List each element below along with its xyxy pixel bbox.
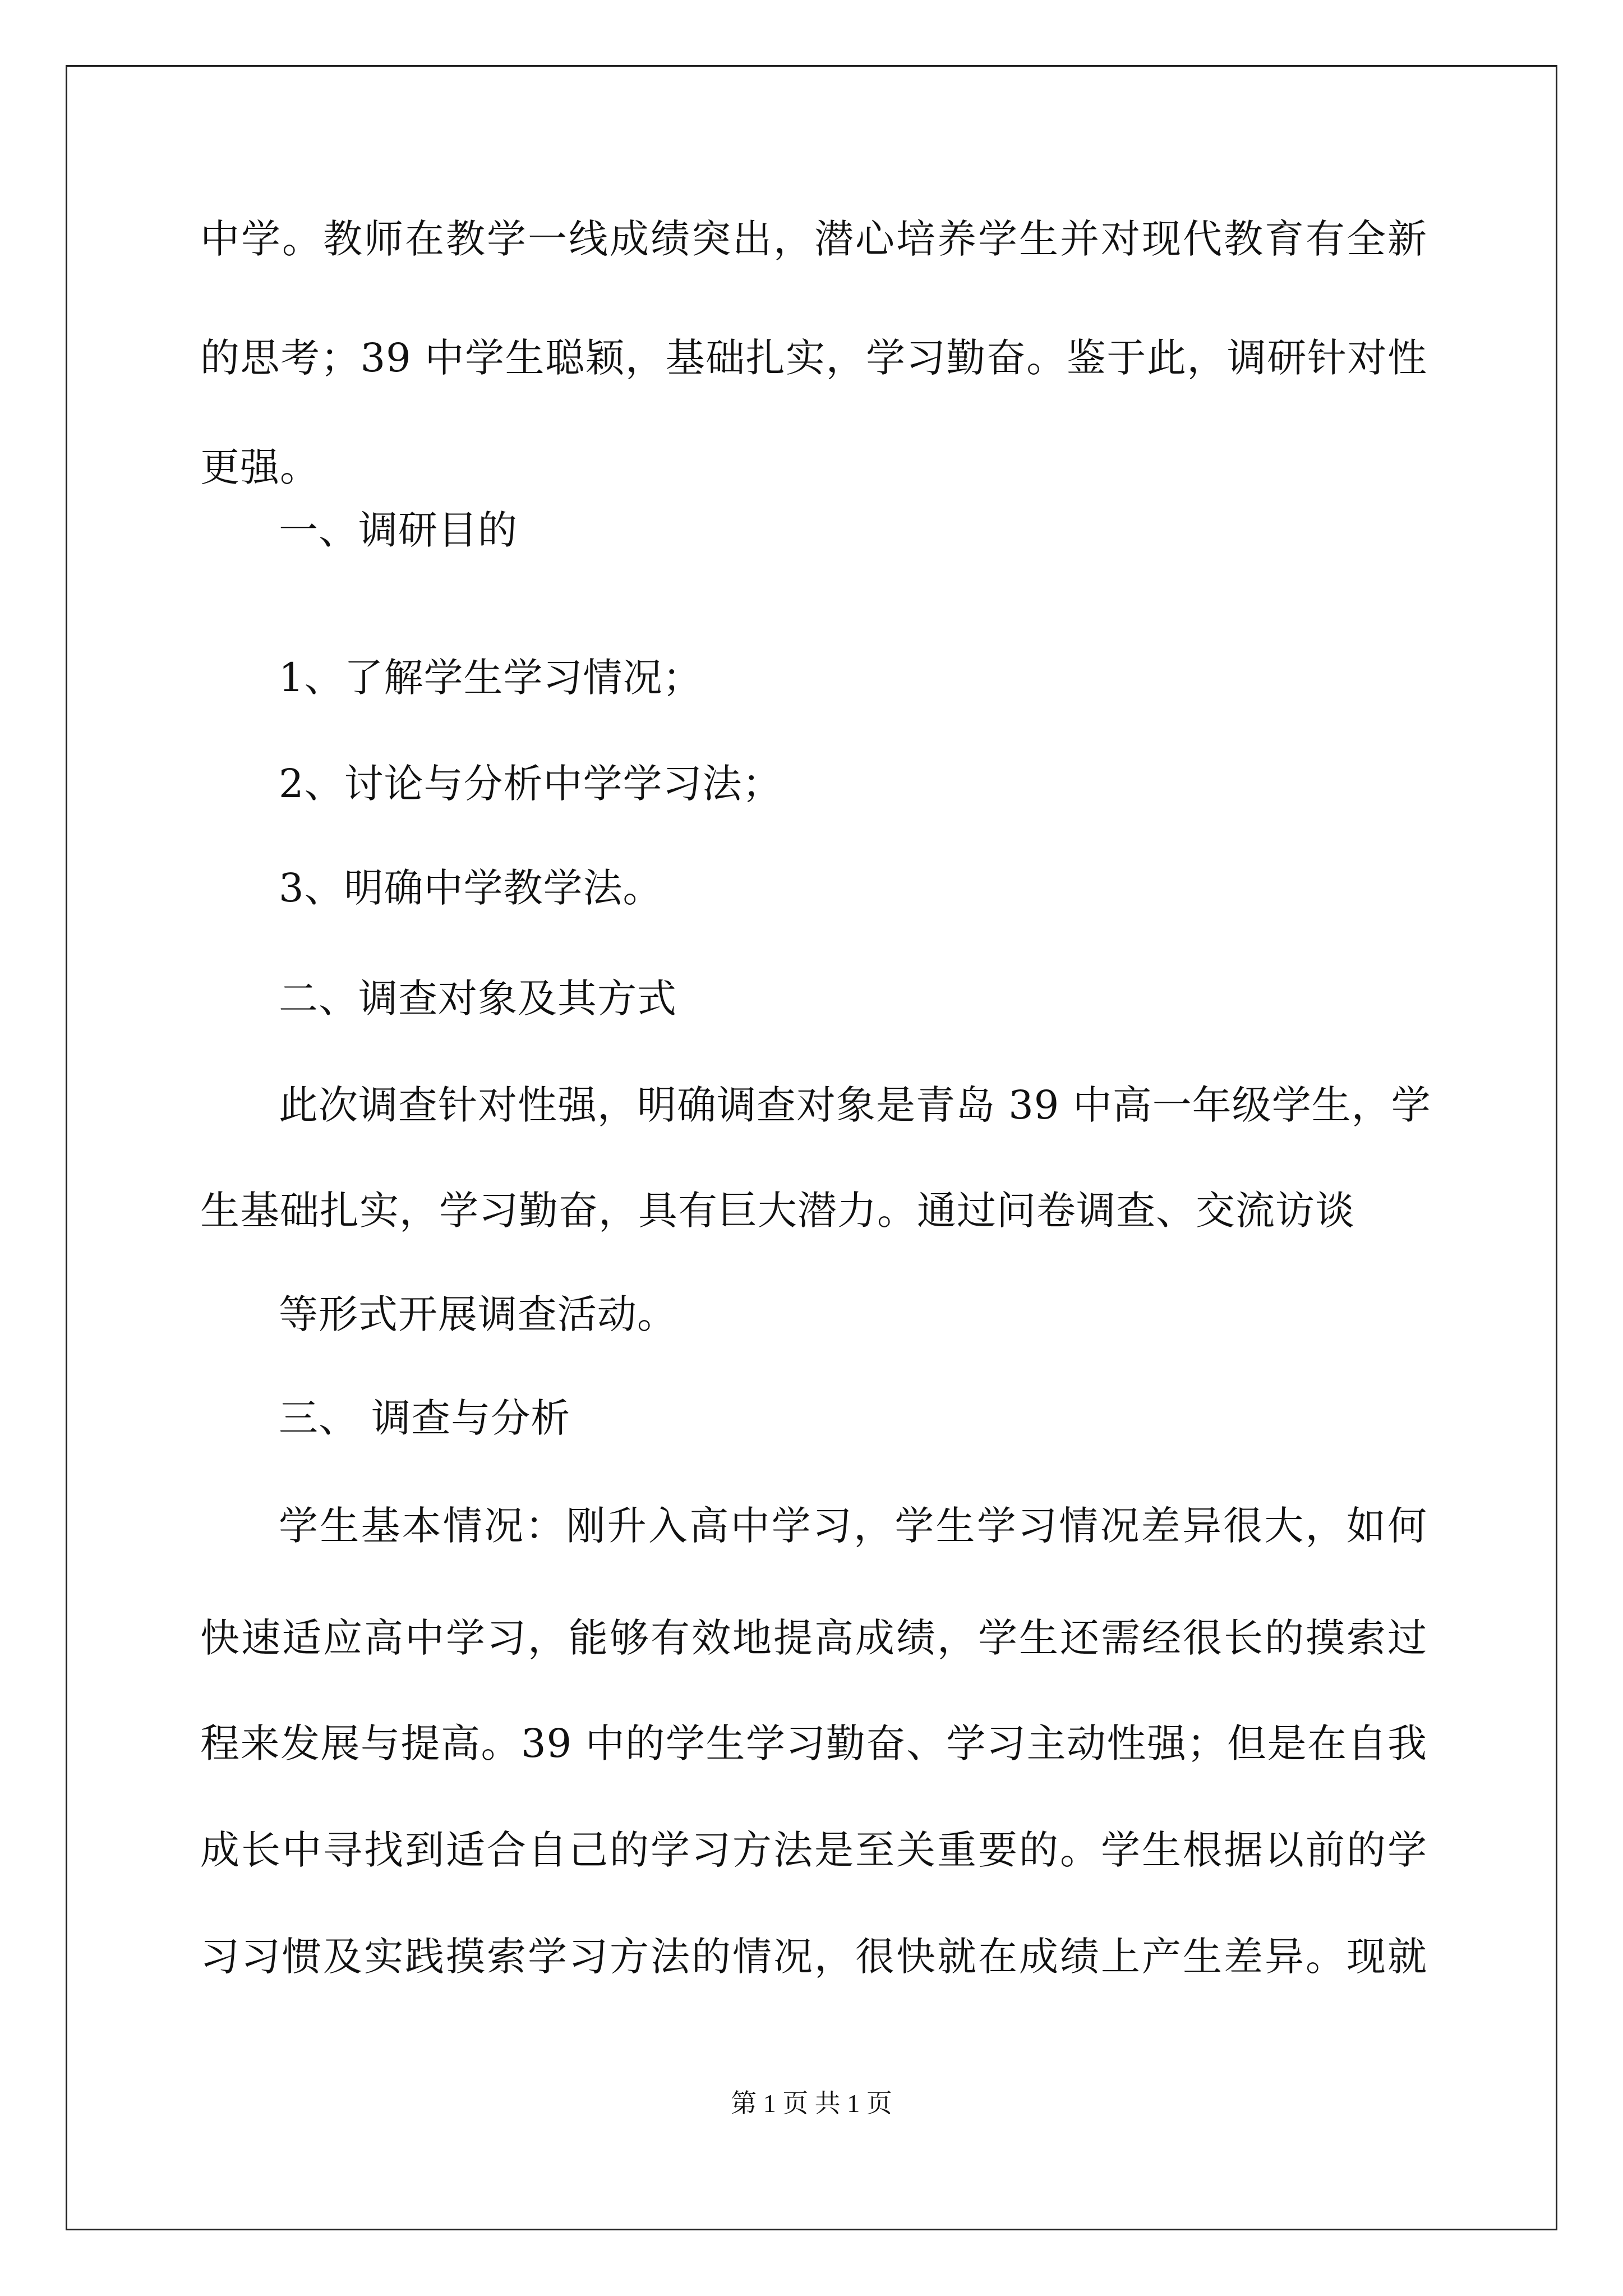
paragraph-line: 生基础扎实，学习勤奋，具有巨大潜力。通过问卷调查、交流访谈 bbox=[200, 1188, 1355, 1234]
list-item: 3、明确中学教学法。 bbox=[279, 865, 663, 911]
paragraph-line: 更强。 bbox=[200, 444, 320, 490]
list-item: 2、讨论与分析中学学习法； bbox=[279, 761, 782, 807]
paragraph-line: 成长中寻找到适合自己的学习方法是至关重要的。学生根据以前的学 bbox=[200, 1827, 1427, 1873]
paragraph-line: 中学。教师在教学一线成绩突出，潜心培养学生并对现代教育有全新 bbox=[200, 216, 1427, 262]
paragraph-line: 习习惯及实践摸索学习方法的情况，很快就在成绩上产生差异。现就 bbox=[200, 1934, 1427, 1980]
section-heading: 一、调研目的 bbox=[279, 507, 518, 553]
section-heading: 三、 调查与分析 bbox=[279, 1395, 571, 1441]
page-footer: 第 1 页 共 1 页 bbox=[731, 2089, 892, 2118]
list-item: 1、了解学生学习情况； bbox=[279, 655, 703, 701]
paragraph-line: 等形式开展调查活动。 bbox=[279, 1291, 677, 1337]
paragraph-line: 的思考；39 中学生聪颖，基础扎实，学习勤奋。鉴于此，调研针对性 bbox=[200, 335, 1427, 381]
page-border bbox=[66, 65, 1557, 2230]
section-heading: 二、调查对象及其方式 bbox=[279, 976, 677, 1022]
paragraph-line: 此次调查针对性强，明确调查对象是青岛 39 中高一年级学生，学 bbox=[279, 1082, 1431, 1128]
paragraph-line: 快速适应高中学习，能够有效地提高成绩，学生还需经很长的摸索过 bbox=[200, 1615, 1427, 1661]
paragraph-line: 学生基本情况：刚升入高中学习，学生学习情况差异很大，如何 bbox=[279, 1503, 1427, 1549]
paragraph-line: 程来发展与提高。39 中的学生学习勤奋、学习主动性强；但是在自我 bbox=[200, 1720, 1427, 1766]
